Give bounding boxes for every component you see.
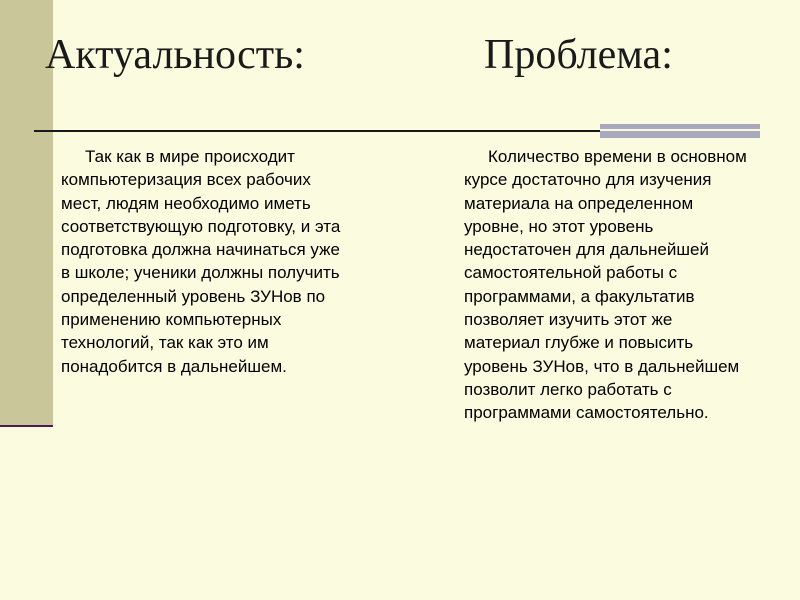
problem-text: Количество времени в основном курсе достаточно для изучения материала на определенном уровне, но этот уровень недостаточен для дальнейшей самостоятельной работы с программами, а факультатив позволяет изучить этот же материал глубже и повысить уровень ЗУНов, что в дальнейшем позволит легко работать с программами самостоятельно. <box>464 147 747 423</box>
relevance-text: Так как в мире происходит компьютеризация всех рабочих мест, людям необходимо иметь соответствующую подготовку, и эта подготовка должна начинаться уже в школе; ученики должны получить определенный уровень ЗУНов по применению компьютерных технологий, так как это им понадобится в дальнейшем. <box>61 147 341 376</box>
title-divider-accent-bottom <box>600 131 760 138</box>
title-divider <box>34 130 600 132</box>
heading-relevance: Актуальность: <box>45 32 305 78</box>
title-divider-accent-top <box>600 124 760 129</box>
side-decor-line <box>0 425 53 427</box>
heading-problem: Проблема: <box>484 32 673 78</box>
